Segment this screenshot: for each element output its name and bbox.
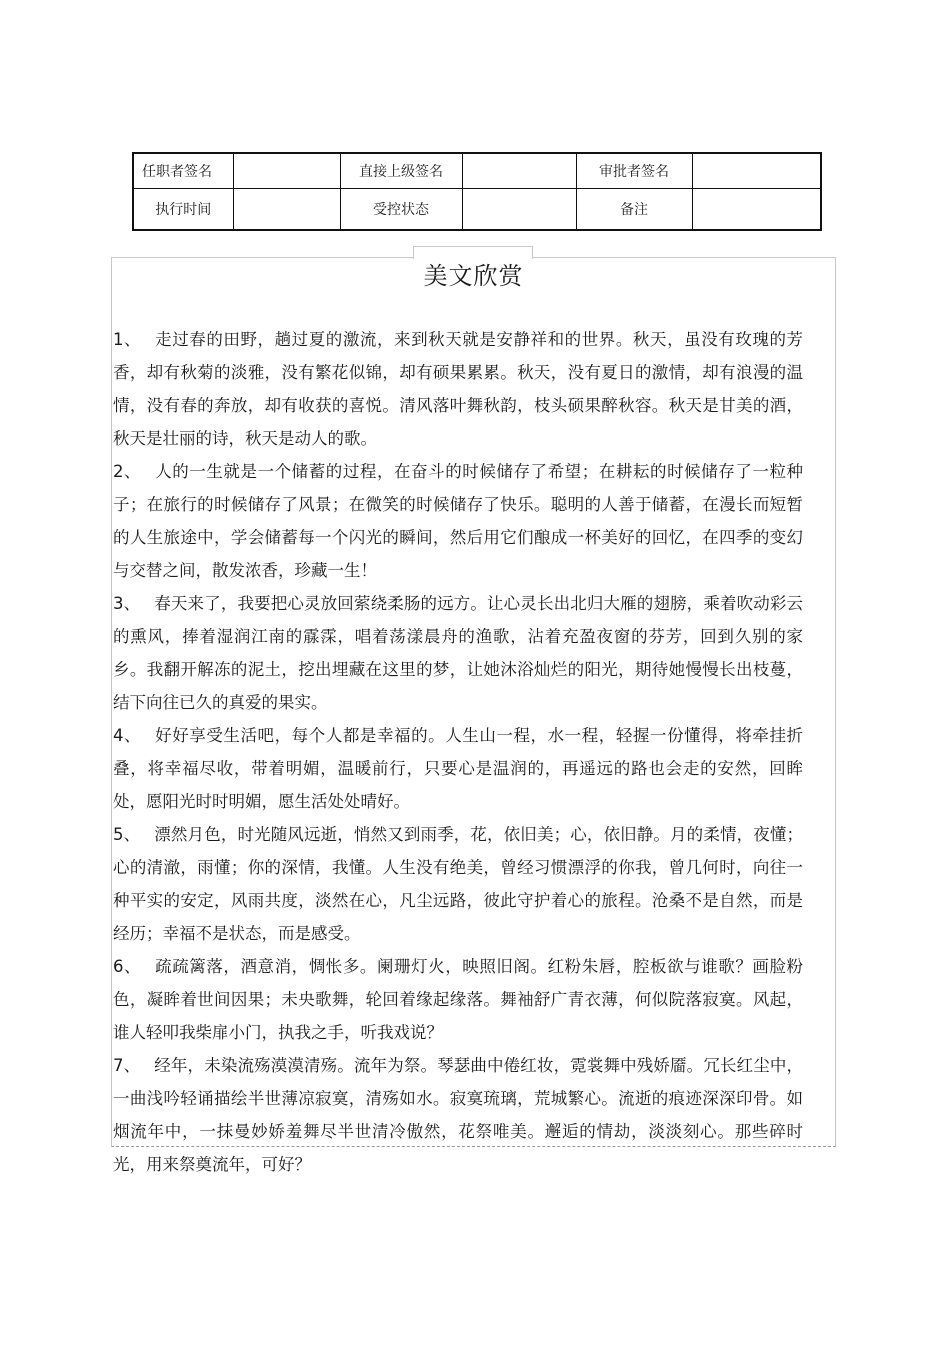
incumbent-signature-field[interactable] <box>233 153 340 189</box>
paragraph-number: 3、 <box>113 594 141 613</box>
paragraph-number: 7、 <box>113 1056 141 1075</box>
supervisor-signature-field[interactable] <box>462 153 576 189</box>
remarks-field[interactable] <box>692 189 821 231</box>
article-title: 美文欣赏 <box>423 262 524 290</box>
paragraph-text: 好好享受生活吧，每个人都是幸福的。人生山一程，水一程，轻握一份懂得，将牵挂折叠，将幸福尽收，带着明媚，温暖前行，只要心是温润的，再遥远的路也会走的安然，回眸处，愿阳光时时明媚，愿生活处处晴好。 <box>113 726 804 811</box>
article-paragraph <box>113 1049 803 1181</box>
approver-signature-field[interactable] <box>692 153 821 189</box>
paragraph-text: 疏疏篱落，酒意消，惆怅多。阑珊灯火，映照旧阁。红粉朱唇，腔板欲与谁歌？画脸粉色，凝眸着世间因果；未央歌舞，轮回着缘起缘落。舞袖舒广青衣薄，何似院落寂寞。风起，谁人轻叩我柴扉小门，执我之手，听我戏说？ <box>113 957 804 1042</box>
paragraph-number: 5、 <box>113 825 141 844</box>
paragraph-text: 走过春的田野，趟过夏的激流，来到秋天就是安静祥和的世界。秋天，虽没有玫瑰的芳香，却有秋菊的淡雅，没有繁花似锦，却有硕果累累。秋天，没有夏日的激情，却有浪漫的温情，没有春的奔放，却有收获的喜悦。清风落叶舞秋韵，枝头硕果醉秋容。秋天是甘美的酒，秋天是壮丽的诗，秋天是动人的歌。 <box>113 330 804 448</box>
paragraph-text: 春天来了，我要把心灵放回萦绕柔肠的远方。让心灵长出北归大雁的翅膀，乘着吹动彩云的熏风，捧着湿润江南的霡霂，唱着荡漾晨舟的渔歌，沾着充盈夜窗的芬芳，回到久别的家乡。我翻开解冻的泥土，挖出埋藏在这里的梦，让她沐浴灿烂的阳光，期待她慢慢长出枝蔓，结下向往已久的真爱的果实。 <box>113 594 804 712</box>
paragraph-number: 1、 <box>113 330 142 349</box>
control-status-field[interactable] <box>462 189 576 231</box>
article-paragraph <box>113 719 803 818</box>
control-status-label: 受控状态 <box>340 189 462 231</box>
title-tab-decoration <box>413 246 533 259</box>
article-body <box>113 323 803 1181</box>
article-paragraph <box>113 587 803 719</box>
paragraph-number: 6、 <box>113 957 142 976</box>
execution-time-field[interactable] <box>233 189 340 231</box>
paragraph-text: 人的一生就是一个储蓄的过程，在奋斗的时候储存了希望；在耕耘的时候储存了一粒种子；在旅行的时候储存了风景；在微笑的时候储存了快乐。聪明的人善于储蓄，在漫长而短暂的人生旅途中，学会储蓄每一个闪光的瞬间，然后用它们酿成一杯美好的回忆，在四季的变幻与交替之间，散发浓香，珍藏一生！ <box>113 462 804 580</box>
signature-row <box>133 153 821 189</box>
supervisor-signature-label: 直接上级签名 <box>340 153 462 189</box>
execution-time-label: 执行时间 <box>133 189 233 231</box>
article-paragraph <box>113 323 803 455</box>
paragraph-text: 经年，未染流殇漠漠清殇。流年为祭。琴瑟曲中倦红妆，霓裳舞中残娇靥。冗长红尘中，一曲浅吟轻诵描绘半世薄凉寂寞，清殇如水。寂寞琉璃，荒城繁心。流逝的痕迹深深印骨。如烟流年中，一抹曼妙娇羞舞尽半世清冷傲然，花祭唯美。邂逅的情劫，淡淡刻心。那些碎时光，用来祭奠流年，可好？ <box>113 1056 804 1174</box>
paragraph-number: 4、 <box>113 726 142 745</box>
status-row <box>133 189 821 231</box>
paragraph-number: 2、 <box>113 462 142 481</box>
approver-signature-label: 审批者签名 <box>576 153 692 189</box>
article-paragraph <box>113 818 803 950</box>
remarks-label: 备注 <box>576 189 692 231</box>
paragraph-text: 漂然月色，时光随风远逝，悄然又到雨季，花，依旧美；心，依旧静。月的柔情，夜懂；心的清澈，雨懂；你的深情，我懂。人生没有绝美，曾经习惯漂浮的你我，曾几何时，向往一种平实的安定，风雨共度，淡然在心，凡尘远路，彼此守护着心的旅程。沧桑不是自然，而是经历；幸福不是状态，而是感受。 <box>113 825 804 943</box>
incumbent-signature-label: 任职者签名 <box>133 153 233 189</box>
article-paragraph <box>113 455 803 587</box>
signature-table <box>132 152 822 231</box>
article-paragraph <box>113 950 803 1049</box>
